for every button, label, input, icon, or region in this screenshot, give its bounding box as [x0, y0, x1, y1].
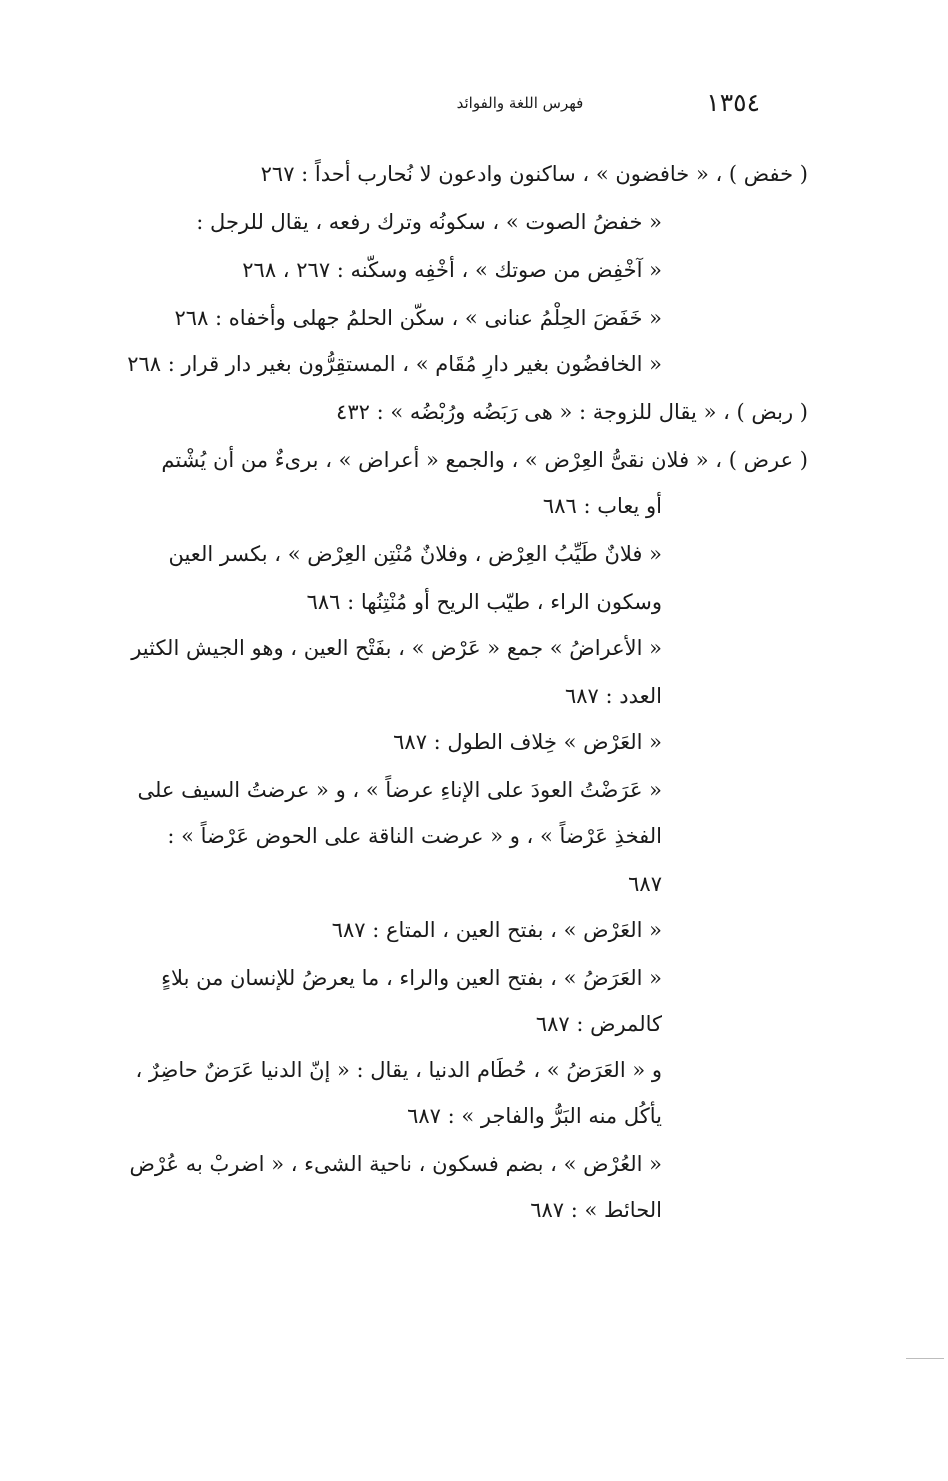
index-entry-line: يأكُل منه البَرُّ والفاجر » : ٦٨٧ [407, 1104, 662, 1128]
index-entry-line: « خفضُ الصوت » ، سكونُه وترك رفعه ، يقال للرجل : [196, 210, 662, 234]
index-entry-line: « فلانٌ طَيِّبُ العِرْض ، وفلانٌ مُنْتِن العِرْض » ، بكسر العين [168, 542, 662, 566]
index-entry-line: الحائط » : ٦٨٧ [530, 1198, 662, 1222]
index-entry-line: العدد : ٦٨٧ [564, 684, 662, 708]
index-entry-line: « عَرَضْتُ العودَ على الإناءِ عرضاً » ، و « عرضتُ السيف على [137, 778, 662, 802]
index-entry-line: و « العَرَضُ » ، حُطَام الدنيا ، يقال : « إنّ الدنيا عَرَضٌ حاضِرٌ ، [135, 1058, 662, 1082]
index-entry-line: أو يعاب : ٦٨٦ [542, 494, 662, 518]
index-entry-line: ( عرض ) ، « فلان نقىُّ العِرْض » ، والجمع « أعراض » ، برىءٌ من أن يُشْتم [161, 448, 808, 472]
index-entry-line: « العَرَضُ » ، بفتح العين والراء ، ما يعرضُ للإنسان من بلاءٍ [161, 966, 662, 990]
index-entry-line: « الأعراضُ » جمع « عَرْض » ، بفَتْح العين ، وهو الجيش الكثير [131, 636, 662, 660]
index-entry-line: « خَفَضَ الحِلْمُ عنانى » ، سكّن الحلمُ جهلى وأخفاه : ٢٦٨ [174, 306, 662, 330]
index-entry-line: « العُرْض » ، بضم فسكون ، ناحية الشىء ، « اضربْ به عُرْض [129, 1152, 662, 1176]
index-entry-line: ( ربض ) ، « يقال للزوجة : « هى رَبَضُه ورُبْضُه » : ٤٣٢ [336, 400, 808, 424]
index-entry-line: كالمرض : ٦٨٧ [535, 1012, 662, 1036]
index-entry-line: وسكون الراء ، طيّب الريح أو مُنْتِنُها : ٦٨٦ [306, 590, 662, 614]
index-entry-line: « الخافضُون بغير دارِ مُقَام » ، المستقِرُّون بغير دار قرار : ٢٦٨ [127, 352, 662, 376]
index-entry-line: « العَرْض » ، بفتح العين ، المتاع : ٦٨٧ [331, 918, 662, 942]
running-title: فهرس اللغة والفوائد [456, 94, 584, 112]
index-entry-line: ٦٨٧ [628, 872, 662, 896]
index-entry-line: « العَرْض » خِلاف الطول : ٦٨٧ [393, 730, 662, 754]
page-number: ١٣٥٤ [706, 88, 760, 117]
scan-edge-mark [906, 1358, 944, 1359]
index-entry-line: الفخذِ عَرْضاً » ، و « عرضت الناقة على الحوض عَرْضاً » : [167, 824, 662, 848]
index-entry-line: « آخْفِض من صوتك » ، أخْفِه وسكّنه : ٢٦٧ ، ٢٦٨ [242, 258, 662, 282]
index-entry-line: ( خفض ) ، « خافضون » ، ساكنون وادعون لا نُحارب أحداً : ٢٦٧ [260, 162, 808, 186]
